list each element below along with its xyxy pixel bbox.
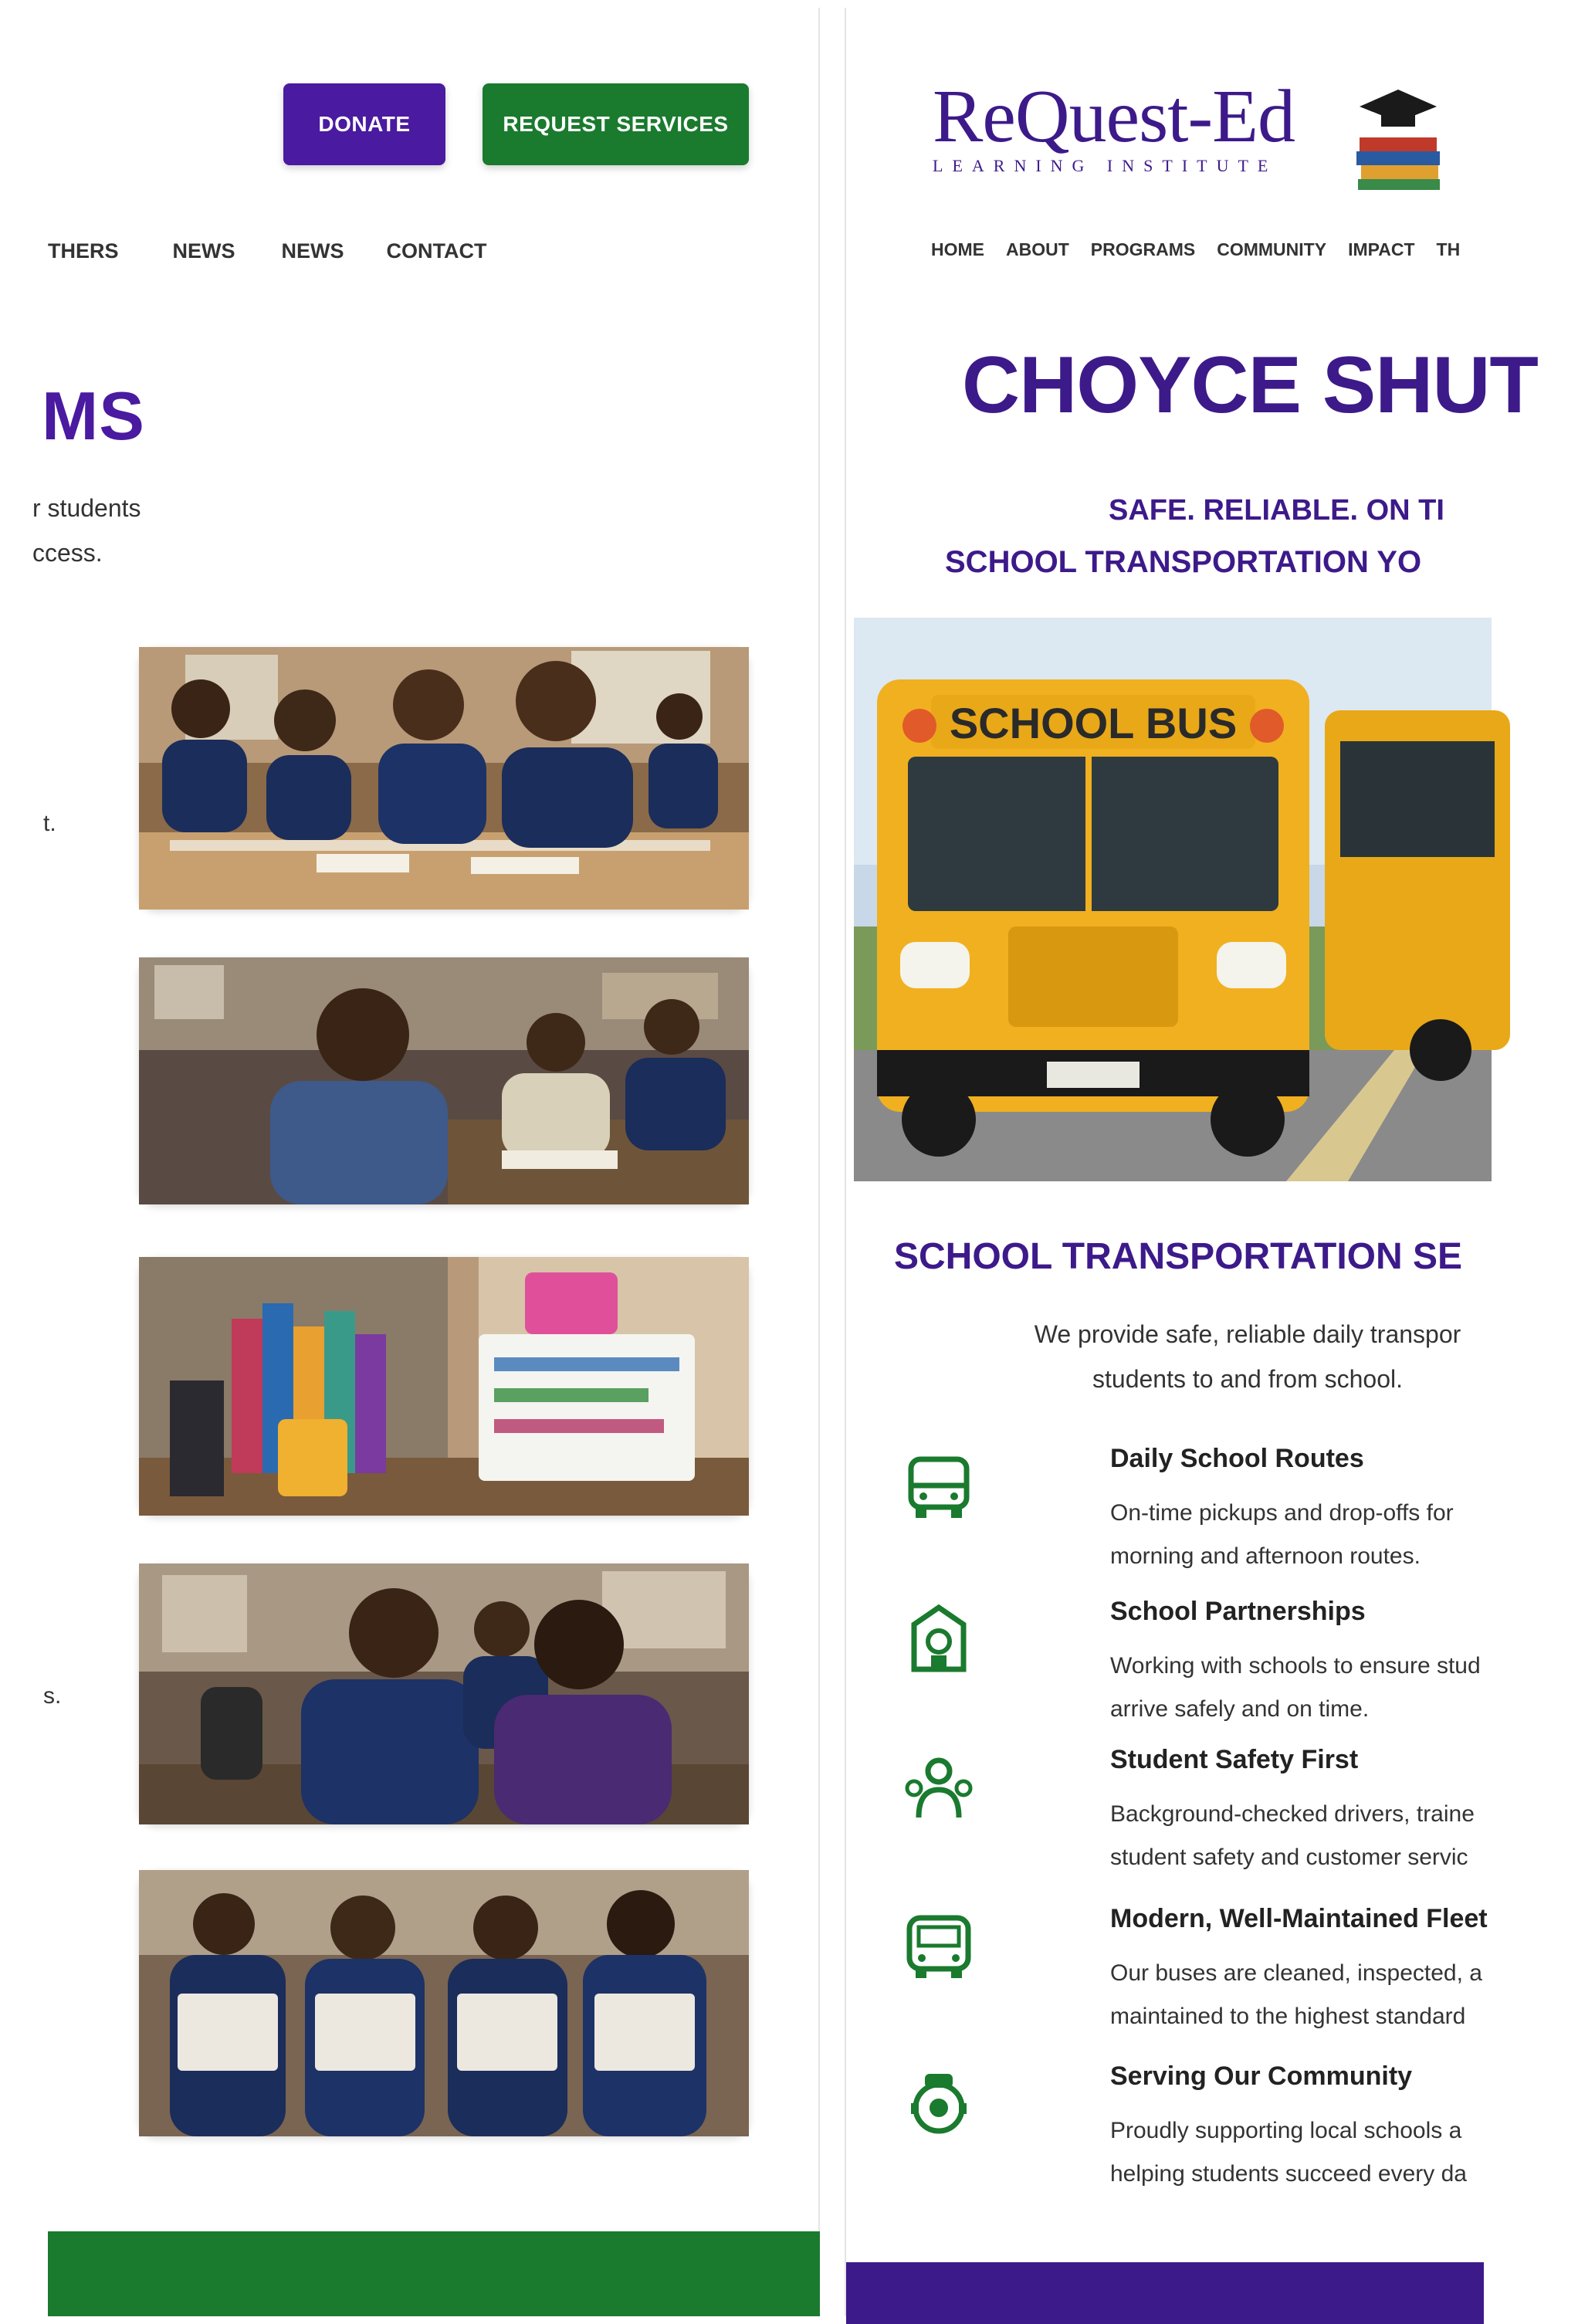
service-title: Serving Our Community bbox=[1110, 2061, 1413, 2091]
intro-line-1: We provide safe, reliable daily transpor bbox=[1034, 1320, 1461, 1348]
left-footer-bar bbox=[48, 2231, 820, 2316]
nav-item-home[interactable]: HOME bbox=[931, 239, 984, 259]
programs-heading: MS bbox=[42, 378, 145, 454]
service-desc-line: helping students succeed every da bbox=[1110, 2160, 1467, 2187]
programs-intro-line-1: r students bbox=[32, 494, 141, 522]
community-icon bbox=[900, 2066, 977, 2143]
service-desc-line: Background-checked drivers, traine bbox=[1110, 1801, 1475, 1827]
request-services-button[interactable]: REQUEST SERVICES bbox=[483, 83, 749, 165]
intro-line-2: students to and from school. bbox=[1092, 1364, 1403, 1393]
logo-wordmark: ReQuest-Ed bbox=[933, 75, 1295, 158]
service-desc-line: maintained to the highest standard bbox=[1110, 2003, 1466, 2029]
students-laptops-photo bbox=[139, 1870, 749, 2136]
service-desc-line: morning and afternoon routes. bbox=[1110, 1543, 1421, 1569]
service-title: School Partnerships bbox=[1110, 1597, 1366, 1626]
service-description bbox=[1110, 1492, 1454, 1577]
bus-icon bbox=[900, 1448, 977, 1526]
service-desc-line: Our buses are cleaned, inspected, a bbox=[1110, 1960, 1482, 1986]
bus-sign-text: SCHOOL BUS bbox=[949, 699, 1238, 747]
service-description bbox=[1110, 1793, 1475, 1879]
service-title: Daily School Routes bbox=[1110, 1444, 1364, 1473]
service-description bbox=[1110, 1645, 1481, 1730]
transportation-services-heading: SCHOOL TRANSPORTATION SE bbox=[894, 1236, 1463, 1277]
students-smiling-photo bbox=[139, 1563, 749, 1824]
nav-item-impact[interactable]: IMPACT bbox=[1348, 239, 1415, 259]
service-desc-line: Working with schools to ensure stud bbox=[1110, 1653, 1481, 1679]
transportation-services-intro bbox=[954, 1313, 1541, 1401]
service-description bbox=[1110, 1952, 1482, 2038]
student-studying-photo bbox=[139, 957, 749, 1204]
donate-button[interactable]: DONATE bbox=[283, 83, 445, 165]
program-text-fragment: s. bbox=[43, 1683, 62, 1709]
right-footer-bar bbox=[846, 2262, 1484, 2324]
bus-front-icon bbox=[900, 1909, 977, 1986]
students-classroom-photo bbox=[139, 647, 749, 910]
graduation-cap-books-icon bbox=[1352, 83, 1444, 191]
service-description bbox=[1110, 2109, 1467, 2195]
hero-subtitle-2: SCHOOL TRANSPORTATION YO bbox=[945, 545, 1422, 579]
school-supplies-photo bbox=[139, 1257, 749, 1516]
nav-item-programs[interactable]: PROGRAMS bbox=[1090, 239, 1196, 259]
program-text-fragment: t. bbox=[43, 811, 56, 836]
service-title: Modern, Well-Maintained Fleet bbox=[1110, 1904, 1488, 1933]
service-title: Student Safety First bbox=[1110, 1745, 1359, 1774]
nav-item-truncated[interactable]: TH bbox=[1436, 239, 1461, 259]
logo-tagline: LEARNING INSTITUTE bbox=[933, 156, 1278, 175]
hero-title: CHOYCE SHUT bbox=[962, 340, 1538, 430]
service-desc-line: student safety and customer servic bbox=[1110, 1844, 1468, 1870]
nav-item-about[interactable]: ABOUT bbox=[1006, 239, 1069, 259]
hero-subtitle-1: SAFE. RELIABLE. ON TI bbox=[1109, 494, 1444, 527]
nav-item-community[interactable]: COMMUNITY bbox=[1217, 239, 1327, 259]
nav-item-partners[interactable]: THERS bbox=[48, 239, 119, 263]
right-page-panel bbox=[845, 8, 1538, 2316]
programs-intro-line-2: ccess. bbox=[32, 539, 103, 567]
service-desc-line: Proudly supporting local schools a bbox=[1110, 2118, 1462, 2143]
right-main-nav bbox=[931, 239, 1482, 260]
left-main-nav bbox=[48, 239, 487, 270]
people-icon bbox=[900, 1750, 977, 1827]
school-icon bbox=[900, 1601, 977, 1679]
left-page-panel bbox=[32, 8, 820, 2316]
service-desc-line: On-time pickups and drop-offs for bbox=[1110, 1500, 1454, 1526]
school-bus-hero-image bbox=[854, 618, 1492, 1181]
nav-item-contact[interactable]: CONTACT bbox=[386, 239, 487, 263]
request-ed-logo[interactable] bbox=[933, 75, 1295, 176]
service-desc-line: arrive safely and on time. bbox=[1110, 1696, 1370, 1722]
nav-item-news[interactable]: NEWS bbox=[172, 239, 235, 263]
nav-item-news-2[interactable]: NEWS bbox=[281, 239, 344, 263]
